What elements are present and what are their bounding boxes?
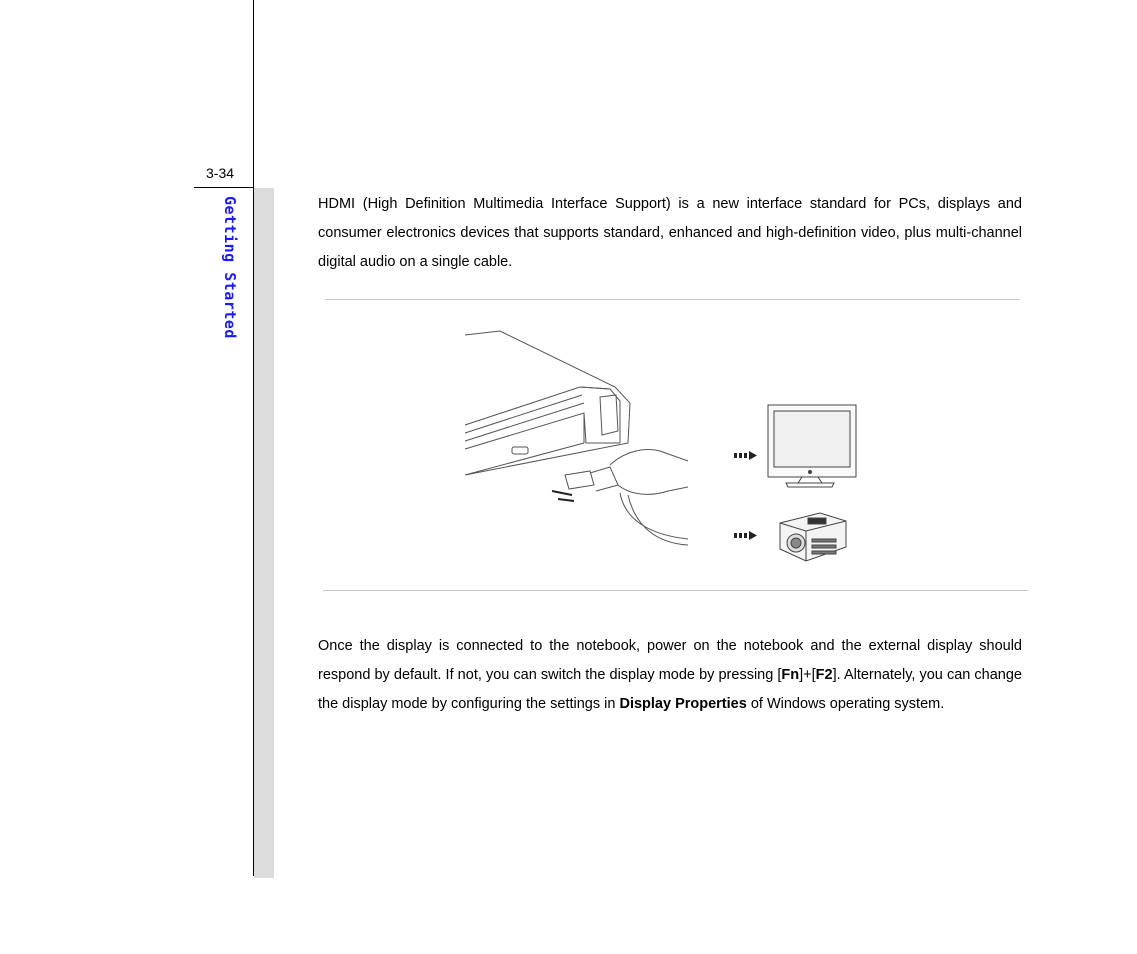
page-number: 3-34 <box>206 165 235 181</box>
display-properties-label: Display Properties <box>619 696 747 712</box>
sidebar-gray-bar <box>254 188 274 878</box>
page-number-rule <box>194 187 254 188</box>
monitor-arrow-icon <box>734 451 757 460</box>
display-mode-paragraph <box>318 632 1022 719</box>
hdmi-cable-icon <box>552 450 688 545</box>
projector-icon <box>780 513 846 561</box>
display-mode-text-d: of Windows operating system. <box>746 696 945 712</box>
projector-arrow-icon <box>734 531 757 540</box>
display-mode-text-c: ]. Alternately, you can change the display mode by configuring the settings in <box>318 667 1022 712</box>
key-fn: Fn <box>781 667 800 683</box>
display-mode-text-a: Once the display is connected to the notebook, power on the notebook and the external display should respond by default. If not, you can switch the display mode by pressing [ <box>318 638 1022 683</box>
hdmi-intro-paragraph: HDMI (High Definition Multimedia Interface Support) is a new interface standard for PCs, displays and consumer electronics devices that supports standard, enhanced and high-definition video, plus multi-channel digital audio on a single cable. <box>318 196 1022 270</box>
display-mode-text-b: ]+[ <box>799 667 816 683</box>
hdmi-connection-illustration <box>460 325 860 575</box>
figure-top-rule <box>325 299 1020 300</box>
laptop-icon <box>465 331 630 475</box>
monitor-icon <box>768 405 856 487</box>
figure-bottom-rule <box>323 590 1028 591</box>
section-label: Getting Started <box>221 196 239 339</box>
key-f2: F2 <box>815 667 833 683</box>
